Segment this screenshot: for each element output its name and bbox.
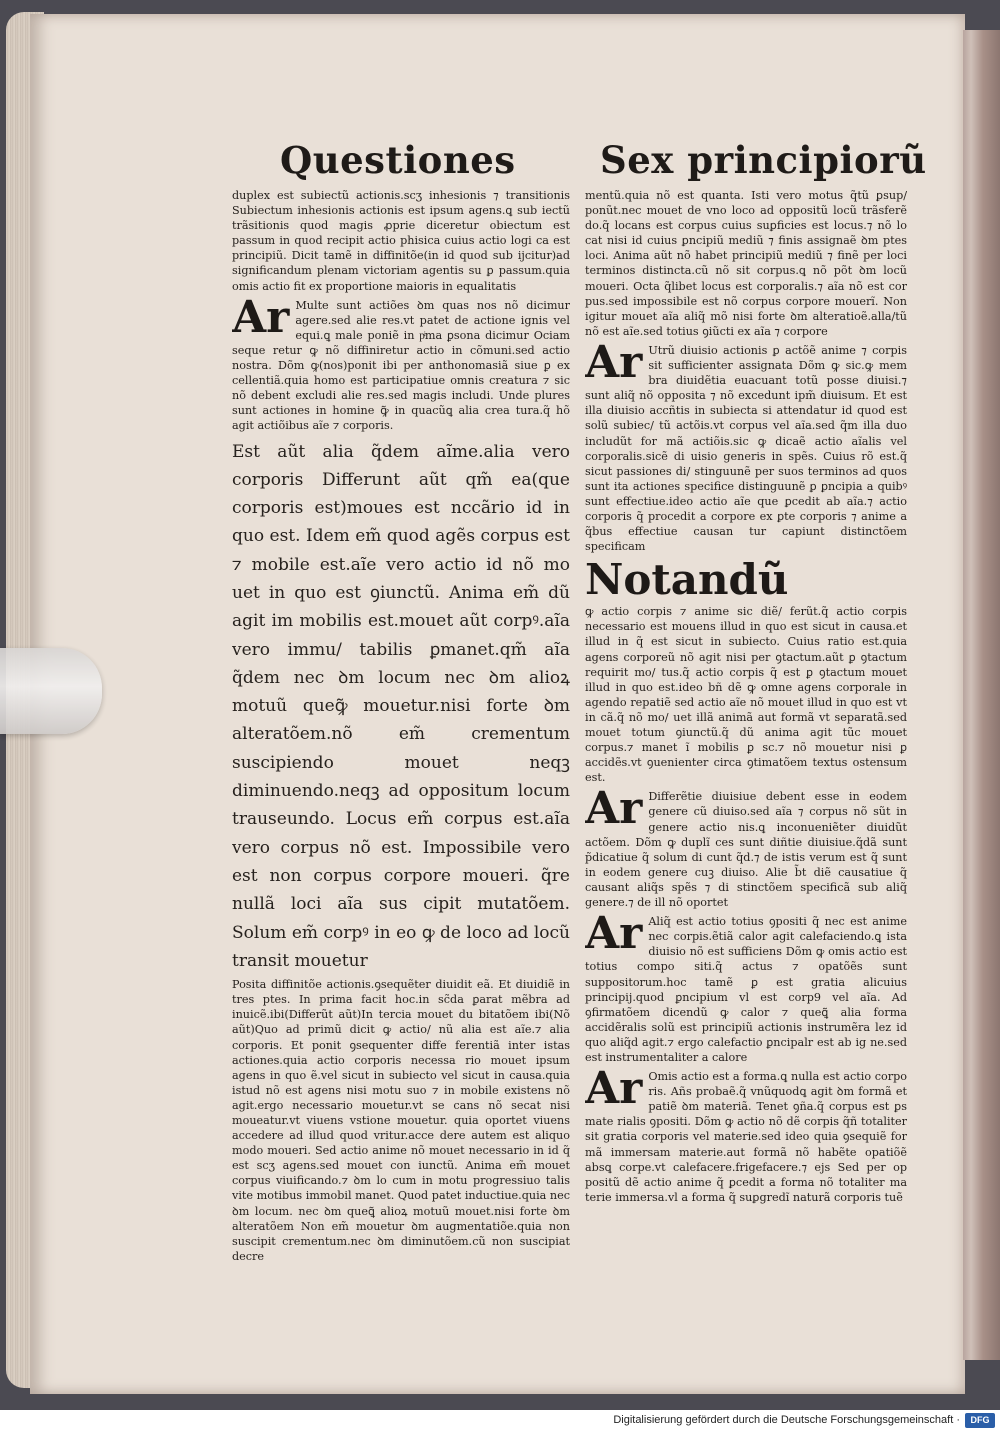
right-column (585, 188, 907, 1205)
paragraph: duplex est subiectũ actionis.scʒ inhesionis ⁊ transitionis Subiectum inhesionis actionis est ipsum agens.ꝗ sub iectũ trãsitionis quod magis ꝓprie diceretur obiectum est passum in quod recipit actio phisica cuius actio logi ca est principiũ. Dicit tamẽ in diffinitõe(in id quod sub ijcitur)ad significandum plenam victoriam agentis su ꝑ passum.quia omis actio fit ex proportione maioris in equalitatis (232, 189, 570, 293)
paragraph: Utrũ diuisio actionis ꝑ actõẽ anime ⁊ corpis sit sufficienter assignata Dõm ꝙ sic.ꝙ mem bra diuidẽtia euacuant totũ posse diuisi.⁊ sunt aliq̃ nõ opposita ⁊ nõ excedunt ipm̃ diuisum. Et est illa diuisio accñtis in subiecta si attendatur id quod est solũ subiec/ tũ actõis.vt corpus vel aĩa.sed q̃m illa duo includũt for mã actiõis.sic ꝙ dicaẽ actio aĩalis vel corporalis.sicẽ di uisio generis in spẽs. Cuius rõ est.q̃ sicut passiones di/ stinguunẽ per suos terminos ad quos sunt ita actiones specifice distinguunẽ ꝑ ꝑncipia a quibꝰ sunt effectiue.ideo actio aĩe que ꝑcedit ab aĩa.⁊ actio corporis q̃ procedit a corpore ex ꝑte corporis ⁊ anime a q̃bus effectiue causan tur capiunt distinctõem specificam (585, 343, 907, 554)
running-head-left: Questiones (280, 138, 516, 182)
notandum-heading: Notandũ (585, 555, 789, 605)
right-block-5 (585, 908, 907, 1065)
paragraph: Posita diffinitõe actionis.ꝯsequẽter diuidit eã. Et diuidiẽ in tres ptes. In prima facit hoc.in sc̃da ꝑarat mẽbra ad inuicẽ.ibi(Differũt aũt)In tercia mouet du bitatõem ibi(Nõ aũt)Quo ad primũ dicit ꝙ actio/ nũ alia est aĩe.⁊ alia corporis. Et ponit ꝯsequenter diffe ferentiã inter istas actiones.quia actio corporis necessa rio mouet ipsum agens in quo ẽ.vel sicut in subiecto vel sicut in causa.quia istud nõ est agens nisi motu suo ⁊ in mobile existens nõ agit.ergo necessario mouetur.vt se cans nõ secat nisi moueatur.vt viuens vstione mouetur. quia oportet viuens accedere ad illud quod vritur.acce dere autem est aliquo modo moueri. Sed actio anime nõ mouet necessario in id q̃ est scʒ agens.sed mouet con iunctũ. Anima em̃ mouet corpus viuificando.⁊ ꝺm lo cum in motu progressiuo talis vite motibus immobil manet. Quod patet inductiue.quia nec ꝺm locum. nec ꝺm queꝗ̃ alioꝝ motuũ mouet.nisi forte ꝺm alteratõem Non em̃ mouetur ꝺm augmentatiõe.quia non suscipit crementum.nec ꝺm diminutõem.cũ non suscipiat decre (232, 978, 570, 1263)
paragraph: ꝙ actio corpis ⁊ anime sic diẽ/ ferũt.q̃ actio corpis necessario est mouens illud in quo est sicut in causa.et illud in q̃ est sicut in subiecto. Cuius ratio est.quia agens corporeũ nõ agit nisi per ꝯtactum.aũt ꝑ ꝯtactum requirit mo/ tus.q̃ actio corpis q̃ est ꝑ ꝯtactum mouet illud in quo est.ideo bñ dẽ ꝙ omne agens corporale in agendo repatiẽ sed actio aĩe nõ mouet illud in quo est vt in cã.q̃ nõ mo/ uet illã animã aut formã vt separatã.sed mouet totum ꝯiunctũ.q̃ dũ anima agit tũc mouet corpus.⁊ manet ĩ mobilis ꝑ sc.⁊ nõ mouetur nisi ꝑ accidẽs.vt ꝯuenienter circa ꝯtimatõem textus ostensum est. (585, 605, 907, 785)
footer-credit: Digitalisierung gefördert durch die Deutsche Forschungsgemeinschaft · (613, 1414, 960, 1426)
right-block-3 (585, 555, 907, 785)
footer-bar (0, 1410, 1000, 1432)
initial-letter: Ar (585, 783, 643, 835)
paragraph: mentũ.quia nõ est quanta. Isti vero motus q̃tũ ꝑsup/ ponũt.nec mouet de vno loco ad oppositũ locũ trãsferẽ do.q̃ locans est corpus cuius suꝑficies est locus.⁊ nõ lo cat nisi id cuius ꝑncipiũ mediũ ⁊ finis assignaẽ ꝺm ptes loci. Anima aũt nõ habet principiũ mediũ ⁊ finẽ per loci terminos distincta.cũ nõ sit corpus.ꝗ nõ põt ꝺm locũ moueri. Octa q̃libet locus est corporalis.⁊ aĩa nõ est cor pus.sed impossibile est nõ corpus corpore mouerĩ. Non igitur mouet aĩa aliq̃ mõ nisi forte ꝺm alteratioẽ.alla/tũ nõ est aĩe.sed totius ꝯiũcti ex aĩa ⁊ corpore (585, 189, 907, 338)
initial-letter: Ar (585, 908, 643, 960)
facing-page-edge (963, 30, 1000, 1360)
left-block-3 (232, 438, 570, 976)
paragraph: Est aũt alia q̃dem aĩme.alia vero corporis Differunt aũt qm̃ ea(que corporis est)moues est nccãrio id in quo est. Idem em̃ quod agẽs corpus est ⁊ mobile est.aĩe vero actio id nõ mo uet in quo est ꝯiunctũ. Anima em̃ dũ agit im mobilis est.mouet aũt corpꝰ.aĩa vero immu/ tabilis ꝑmanet.qm̃ aĩa q̃dem nec ꝺm locum nec ꝺm alioꝝ motuũ queꝙ̃ mouetur.nisi forte ꝺm alteratõem.nõ em̃ crementum suscipiendo mouet neqꝫ diminuendo.neqꝫ ad oppositum locum trauseundo. Locus em̃ corpus est.aĩa vero corpus nõ est. Impossibile vero est non corpus corpore moueri. q̃re nullã loci aĩa sus cipit mutatõem. Solum em̃ corpꝰ in eo ꝙ de loco ad locũ transit mouetur (232, 441, 570, 971)
right-block-6 (585, 1063, 907, 1205)
right-block-1 (585, 188, 907, 339)
right-block-2 (585, 336, 907, 554)
left-column (232, 188, 570, 1264)
left-block-2 (232, 291, 570, 434)
paragraph: Omis actio est a forma.ꝗ nulla est actio corpo ris. Añs probaẽ.q̃ vnũquodꝗ agit ꝺm formã et patiẽ ꝺm materiã. Tenet ꝯña.q̃ corpus est ꝑs mate rialis ꝯpositi. Dõm ꝙ actio nõ dẽ corpis q̃ñ totaliter sit gratia corporis vel materie.sed ideo quia ꝯsequiẽ for mã immersam materie.aut formã nõ habẽte opatiõẽ absꝗ corpe.vt calefacere.frigefacere.⁊ ejs Sed per op positũ dẽ actio anime q̃ ꝑcedit a forma nõ totaliter ma terie immersa.vl a forma q̃ suꝑgredĩ naturã corporis tuẽ (585, 1070, 907, 1204)
paragraph: Multe sunt actiões ꝺm quas nos nõ dicimur agere.sed alie res.vt patet de actione ignis vel equi.ꝗ male poniẽ in pͥma ꝑsona dicimur Ociam seque retur ꝙ nõ diffiniretur actio in cõmuni.sed actio nostra. Dõm ꝙ(nos)ponit ibi per anthonomasiã siue ꝑ ex cellentiã.quia homo est participatiue omnis creatura ⁊ sic nõ debent excludi alie res.sed magis includi. Unde plures sunt actiones in homine ꝙ̃ in quacũꝗ alia crea tura.q̃ hõ agit actiõibus aĩe ⁊ corporis. (232, 298, 570, 433)
running-head-right: Sex principiorũ (600, 138, 927, 182)
initial-letter: Ar (585, 336, 643, 388)
paragraph: Differẽtie diuisiue debent esse in eodem genere cũ diuiso.sed aĩa ⁊ corpus nõ sũt in genere actio nis.ꝗ inconueniẽter diuidũt actõem. Dõm ꝙ duplĩ ces sunt diñtie diuisiue.q̃dã sunt p̃dicatiue q̃ solum di cunt q̃d.⁊ de istis verum est q̃ sunt in eodem genere cuꝫ diuiso. Alie b̃t diẽ causatiue q̃ causant aliq̃s spẽs ⁊ di stinctõem specificã sub aliq̃ genere.⁊ de ill nõ oportet (585, 790, 907, 910)
paragraph: Aliq̃ est actio totius ꝯpositi q̃ nec est anime nec corpis.ẽtiã calor agit calefaciendo.ꝗ ista diuisio nõ est sufficiens Dõm ꝙ omis actio est totius compo siti.q̃ actus ⁊ opatõẽs sunt suppositorum.hoc tamẽ ꝑ est gratia alicuius principij.quod ꝑncipium vl est corp9 vel aĩa. Ad ꝯfirmatõem dicendũ ꝙ calor ⁊ queꝗ̃ alia forma accidẽralis solũ est principiũ actionis instrumẽra lez id quo aliq̃d agit.⁊ ergo calefactio ꝑncipalr est ab ig ne.sed est instrumentaliter a calore (585, 915, 907, 1064)
initial-letter: Ar (232, 291, 290, 343)
dfg-logo: DFG (965, 1413, 995, 1428)
left-block-4 (232, 977, 570, 1264)
initial-letter: Ar (585, 1063, 643, 1115)
left-block-1 (232, 188, 570, 294)
right-block-4 (585, 783, 907, 910)
page-clip (0, 648, 102, 734)
